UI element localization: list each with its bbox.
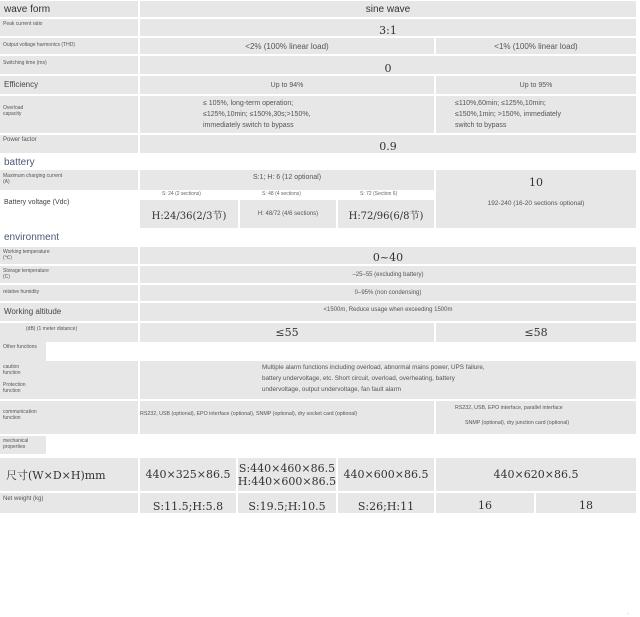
- row-communication: [0, 401, 636, 434]
- battery-s2: S: 48 (4 sections): [262, 190, 352, 198]
- row-label-line: Storage temperature: [3, 268, 49, 274]
- row-efficiency: [0, 76, 636, 94]
- row-size: [0, 458, 636, 491]
- row-label: Output voltage harmonics (THD): [0, 38, 138, 54]
- row-label: [0, 247, 138, 264]
- battery-s1: S: 24 (2 sections): [162, 190, 252, 198]
- weight-v4a: 16: [436, 493, 534, 513]
- row-label-line: (℃): [3, 255, 12, 261]
- row-overload: [0, 96, 636, 133]
- row-value: 3:1: [140, 19, 636, 36]
- text-line: ≤150%,1min; >150%, immediately: [455, 111, 561, 118]
- row-value: 0~40: [140, 247, 636, 264]
- row-altitude: [0, 303, 636, 321]
- row-label: Battery voltage (Vdc): [0, 190, 140, 228]
- row-label-line: Protection: [3, 382, 26, 388]
- row-label-line: Overload: [3, 105, 24, 111]
- row-label: 尺寸(W×D×H)mm: [0, 458, 138, 491]
- section-title: environment: [0, 230, 636, 244]
- weight-v2: S:19.5;H:10.5: [238, 493, 336, 513]
- battery-v4: 192-240 (16-20 sections optional): [436, 190, 636, 228]
- row-value-b: Up to 95%: [436, 76, 636, 94]
- row-waveform: [0, 1, 636, 17]
- row-label: Switching time (ms): [0, 56, 138, 74]
- row-label-line: (A): [3, 179, 10, 185]
- text-line: Multiple alarm functions including overload, abnormal mains power, UPS failure,: [262, 364, 485, 371]
- row-charging-current: [0, 170, 636, 190]
- row-peak-current: [0, 19, 636, 36]
- row-label-line: mechanical: [3, 438, 29, 444]
- row-label-line: function: [3, 370, 21, 376]
- row-label: [0, 96, 138, 133]
- row-label-line: Maximum charging current: [3, 173, 63, 179]
- row-label-line: caution: [3, 364, 20, 370]
- battery-h1: H:24/36(2/3节): [140, 200, 238, 228]
- row-working-temp: [0, 247, 636, 264]
- row-power-factor: [0, 135, 636, 153]
- text-line: SNMP (optional), dry junction card (optional): [465, 420, 570, 426]
- section-title: [0, 436, 46, 454]
- row-label: (dB) (1 meter distance): [0, 323, 138, 342]
- text-line: switch to bypass: [455, 122, 507, 129]
- row-label: relative humidity: [0, 285, 138, 301]
- row-value-a: RS232, USB (optional), EPO interface (optional), SNMP (optional), dry socket card (optional): [140, 401, 434, 434]
- weight-v3: S:26;H:11: [338, 493, 434, 513]
- row-noise: [0, 323, 636, 342]
- section-title: Other functions: [0, 341, 46, 361]
- row-value: 0–95% (non condensing): [140, 285, 636, 301]
- size-v3: 440×600×86.5: [338, 458, 434, 491]
- row-label: Power factor: [0, 135, 138, 153]
- section-environment: [0, 230, 636, 244]
- text-line: immediately switch to bypass: [203, 122, 294, 129]
- row-label: Efficiency: [0, 76, 138, 94]
- row-value-a: ≤55: [140, 323, 434, 342]
- row-battery-voltage: [0, 190, 636, 228]
- row-net-weight: [0, 493, 636, 513]
- row-value-b: 10: [436, 170, 636, 190]
- text-line: ≤125%,10min; ≤150%,30s;>150%,: [203, 111, 311, 118]
- text-line: S:440×460×86.5: [238, 461, 336, 475]
- row-label: [0, 170, 138, 190]
- row-value-a: <2% (100% linear load): [140, 38, 434, 54]
- size-v2: [238, 458, 336, 491]
- text-line: ≤110%,60min; ≤125%,10min;: [455, 100, 546, 107]
- row-value: 0: [140, 56, 636, 74]
- battery-s3: S: 72 (Section 6): [360, 190, 436, 198]
- row-label: Peak current ratio: [0, 19, 138, 36]
- row-storage-temp: [0, 266, 636, 283]
- row-label: Net weight (kg): [0, 493, 138, 513]
- row-label-line: capacity: [3, 111, 22, 117]
- size-v1: 440×325×86.5: [140, 458, 236, 491]
- alarm-functions-text: [0, 361, 636, 399]
- row-value-b: [436, 401, 636, 434]
- row-label-line: function: [3, 388, 21, 394]
- section-other-functions: [0, 341, 636, 361]
- row-value: <1500m, Reduce usage when exceeding 1500m: [140, 303, 636, 321]
- row-value-b: ≤58: [436, 323, 636, 342]
- row-value-a: Up to 94%: [140, 76, 434, 94]
- row-switching-time: [0, 56, 636, 74]
- section-title: battery: [0, 155, 636, 169]
- row-value: sine wave: [140, 1, 636, 17]
- row-value: –25–55 (excluding battery): [140, 266, 636, 283]
- row-value-a: S:1; H: 6 (12 optional): [140, 170, 434, 190]
- row-value: 0.9: [140, 135, 636, 153]
- text-line: H:440×600×86.5: [238, 474, 336, 488]
- text-line: battery undervoltage, etc. Short circuit, overload, overheating, battery: [262, 375, 455, 382]
- row-value-b: [436, 96, 636, 133]
- battery-h3: H:72/96(6/8节): [338, 200, 434, 228]
- row-humidity: [0, 285, 636, 301]
- text-line: undervoltage, output undervoltage, fan fault alarm: [262, 386, 401, 393]
- section-battery: [0, 155, 636, 169]
- row-thd: [0, 38, 636, 54]
- size-v4: 440×620×86.5: [436, 458, 636, 491]
- weight-v1: S:11.5;H:5.8: [140, 493, 236, 513]
- row-value-b: <1% (100% linear load): [436, 38, 636, 54]
- alarm-text: [140, 361, 636, 399]
- weight-v4b: 18: [536, 493, 636, 513]
- row-label: Working altitude: [0, 303, 138, 321]
- row-label-line: Working temperature: [3, 249, 50, 255]
- text-line: ≤ 105%, long-term operation;: [203, 100, 294, 107]
- row-label-line: properties: [3, 444, 26, 450]
- row-label-line: (C): [3, 274, 10, 280]
- row-value-a: [140, 96, 434, 133]
- row-label-line: communication: [3, 409, 37, 415]
- section-mechanical: [0, 436, 636, 454]
- row-label-line: function: [3, 415, 21, 421]
- battery-h2: H: 48/72 (4/6 sections): [240, 200, 336, 228]
- row-label: wave form: [0, 1, 138, 17]
- text-line: RS232, USB, EPO interface, parallel interface: [455, 405, 563, 411]
- footer-mark: ∙: [627, 611, 629, 617]
- row-label: [0, 266, 138, 283]
- row-label: [0, 401, 138, 434]
